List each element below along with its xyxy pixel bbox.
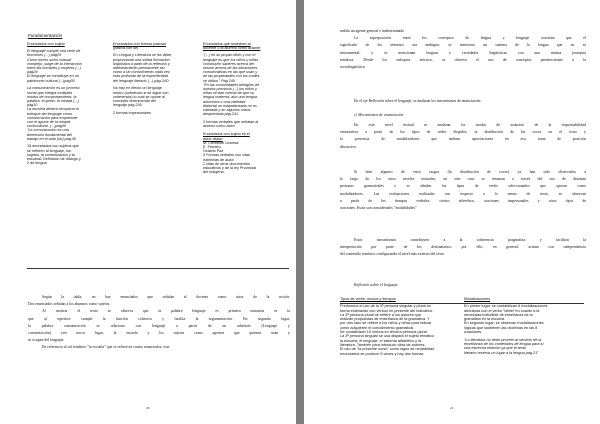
text-line: literario reserva un lugar a la lengua pág.21" — [464, 350, 539, 355]
right-intro-text — [340, 28, 586, 71]
text-line: Como hecho socio cultural — [27, 57, 72, 62]
text-line: No hay en efecto un lenguaje — [113, 86, 162, 91]
text-line: pág29 — [27, 70, 38, 75]
text-line: "(...) en su propia oficio y con el — [203, 53, 256, 58]
text-line: lenguaje es que los niños y niñas — [203, 57, 259, 62]
text-line: enunciativa a partir de los tipos de verbo elegidos, la distribución de las voces en el texto y — [340, 130, 586, 135]
right-page — [304, 0, 600, 424]
text-line: neutro (sobretodo si se sigue con — [113, 90, 169, 95]
text-line: trabajo en el aula [sic] pág.40 — [27, 136, 76, 141]
table-col-actante — [203, 42, 287, 174]
text-line: se ocupan del lenguaje. — [28, 338, 65, 343]
text-line: El uso de "la presente curso" como signo de neutralidad — [340, 347, 435, 352]
text-line: El lenguaje se constituye en un — [27, 74, 79, 79]
text-line: lenguaje.pág.240 — [113, 103, 142, 108]
text-line: la palabra comunicación se relaciona con lenguaje a partir de un subtítulo (Lenguaje y — [28, 323, 290, 328]
text-line: "En las comunidades bilingües de — [203, 82, 260, 87]
text-line: se utiliza." Pág.240 — [203, 78, 235, 83]
table-bottom-rule — [27, 268, 289, 269]
text-line: Si bien algunos de estos rasgos (la distribución de voces) ya han sido observados a — [354, 170, 586, 174]
text-line: Estos mecanismos contribuyen a la coherencia pragmática y facilitan la — [354, 238, 586, 242]
text-line: educativos y de la ley Provincial — [203, 165, 257, 170]
text-line: sociocultural. (...)pág40 — [27, 124, 66, 129]
text-line: realizan propuestas de enseñanza de la gramática. Y — [340, 317, 430, 322]
text-line: comunicación) yen tercer lugar, la escuela y los sujetos como agentes que quienes usan y — [28, 331, 290, 336]
left-body-text — [28, 294, 290, 352]
subsection-title: Reflexión sobre el lenguaje — [354, 282, 398, 287]
text-line: En este nivel textual se analizan los modos de asunción de la responsabilidad — [354, 123, 586, 127]
text-line: instrumental, y se mencionan lenguas y variedades lingüísticas con una misma jerarquía — [340, 50, 586, 55]
table-col-pasivas — [113, 42, 195, 115]
text-line: En Lengua y Literatura se los debe — [113, 53, 172, 58]
text-line: proporcionar una sólida formación — [113, 57, 170, 62]
page-number: 21 — [450, 406, 454, 410]
col-lines — [113, 53, 195, 115]
text-line: Según la tabla, no hay enunciados que señalan al docente como actor de la acción. — [42, 295, 290, 299]
section-title: c) Mecanismos de enunciación — [354, 112, 404, 117]
text-line: M. Clemente Linuesa — [203, 140, 239, 145]
col-header: Enunciados con formas pasivas — [113, 42, 166, 46]
col-header: Tipos de verbo, modos y tiempos — [340, 297, 396, 301]
text-line: La comunicación es un proceso — [27, 86, 80, 91]
text-line: coherencia) lo cual se opone al — [113, 94, 165, 99]
text-line: concepto instrumental del — [113, 98, 156, 103]
text-line: "La comunicación es una — [27, 128, 69, 133]
text-line: por otro lado se refiere a los niños y niñas para indicar — [340, 321, 432, 326]
page-number: 20 — [146, 406, 150, 410]
enunciados-table — [27, 42, 289, 272]
text-line: nuestra provincia (...) los niños y — [203, 87, 257, 92]
text-line: sujetos, la comunicación y la — [27, 152, 75, 157]
text-line: pág30 — [27, 103, 38, 108]
text-line: mismo acerca de las situaciones — [203, 66, 258, 71]
text-line: niñas se dan cuenta de que su — [203, 91, 255, 96]
text-line: de las propiedades con los cuales — [203, 74, 260, 79]
text-line: del contenido temático configurando el nivel más externo del texto. — [340, 252, 446, 257]
text-line: discursiva. — [340, 144, 357, 149]
text-line: 3 Formas verbales con citas — [203, 153, 250, 158]
text-line: del Indígena. — [203, 170, 225, 175]
text-line: En referencia al rol temático "la escuela" que se refiere en cuatro enunciados, este — [42, 345, 170, 350]
text-line: modalizadores. Las evaluaciones realizadas con respecto a lo temas de texto, se observan — [340, 191, 586, 196]
text-line: patrimonio cultural (...)pág30 — [27, 78, 75, 83]
col-lines — [340, 304, 458, 356]
text-line: comunicativas en las que usan y — [203, 70, 258, 75]
text-line: palabra, el gesto, la mirada (...) — [27, 98, 79, 103]
text-line: despreciada.pág.241 — [203, 112, 239, 117]
text-line: lingüística a partir de la reflexión y — [113, 61, 170, 66]
text-line: modos de comportamiento: la — [27, 94, 77, 99]
text-line: Se contabilizan 15 verbos en tercera persona plural. — [340, 330, 428, 335]
table-col-verbos — [340, 297, 458, 356]
text-line: indirectas de autor — [203, 157, 234, 162]
text-line: En primer lugar, se contabilizan 6 modalizaciones — [464, 304, 548, 309]
text-line: 2 formas impersonales — [113, 110, 151, 115]
text-line: Predomina el uso de la 3ª persona singular y plural en — [340, 304, 432, 309]
text-line: El lenguaje cumple una serie de — [27, 49, 81, 54]
text-line: autóctona o una variedad — [203, 99, 246, 104]
text-line: con el aporte de la mirada — [27, 119, 71, 124]
paragraph-1 — [340, 122, 586, 151]
reflexion-line: En el eje Reflexión sobre el lenguaje, se analizan los mecanismos de enunciación — [354, 99, 481, 103]
text-line: a partir de los tiempos verbales, ciertos adverbios, oraciones impersonales y otros tipos de — [340, 198, 586, 203]
fundamentacion-heading: Fundamentación — [28, 33, 63, 38]
text-line: que al repetirse cumple la función cohesiva y facilita la argumentación. En segundo lugar, — [28, 316, 290, 321]
paragraph-3 — [340, 237, 586, 259]
col-lines — [464, 304, 584, 355]
text-line: del lenguaje literario (...) pág.24O — [113, 78, 169, 83]
text-line: literatura. También para introducir citas de autores. — [340, 342, 426, 347]
text-line: 2 de lengua — [27, 161, 47, 166]
text-line: Dos enunciados señalan a los alumnos como sujetos. — [28, 302, 111, 307]
text-line: 15 enunciados con sujetos que — [27, 144, 79, 149]
text-line: social que integra múltiples — [27, 90, 73, 95]
text-line: La 3ª persona plural se refiere a los autores que — [340, 312, 421, 317]
text-line: La escuela deberá recuperar el — [27, 107, 79, 112]
text-line: dialectal no estandarizada no es — [203, 103, 257, 108]
text-line: La superposición entre los conceptos de lengua y lenguaje ocasiona que el — [354, 36, 586, 41]
text-line: necesidad ineludible de enseñanza de la — [464, 312, 533, 317]
text-line: personas gramaticales y se añaden los tipos de verbo seleccionados que operan como — [340, 184, 586, 189]
text-line: complejo, surge de la interacción — [27, 61, 82, 66]
text-line: 2 formas verbales que señalan al — [203, 119, 259, 124]
text-line: La 3ª persona singular se usa dispara el sujeto temático — [340, 334, 435, 339]
text-line: Al mostrar el texto se observa que la palabra lenguaje es primera instancia es la — [42, 309, 290, 314]
col-lines-2 — [203, 141, 287, 175]
col-header: Enunciados con sujeto — [27, 42, 65, 46]
text-line: temática. Desde los enfoques teóricos, se observa el uso de conceptos pertenecientes a la — [340, 57, 586, 62]
col-header: Enunciados que muestran al — [203, 42, 251, 46]
text-line: lengua materna, aún una lengua — [203, 95, 258, 100]
text-line: la presencia de modalizadores que indican apreciaciones en eva toma de posición — [340, 137, 586, 142]
text-line: interpretación por parte de los destinatarios, por ello, en general, actúan con independencia — [340, 245, 586, 250]
text-line: valorada y en algunos casos — [203, 108, 251, 113]
text-line: adiestramiento permanente así — [113, 66, 165, 71]
text-line: como adquieren el conocimiento gramatical. — [340, 325, 415, 330]
text-line: enseñanza de los contenidos de lengua para sí — [464, 342, 544, 347]
col-subheader: Enunciados con sujeto es el — [203, 132, 250, 137]
text-line: señala un agente general e indeterminado — [340, 29, 405, 33]
paragraph-2 — [340, 169, 586, 212]
col-header-2: docente o al alumno como actante — [203, 46, 261, 51]
text-line: enfoque del lenguaje como — [27, 111, 73, 116]
text-line: escuela1 Definición de diálogo y — [27, 157, 81, 162]
table-col-sujeto — [27, 42, 105, 165]
col-header-2: (pasiva con se) — [113, 46, 139, 51]
text-line: construyen saberes acerca del — [203, 61, 255, 66]
text-line: 2 citas de otros documentos — [203, 161, 250, 166]
text-line: Octavio Paz — [203, 149, 224, 154]
text-line: forma estimando con verbos en presente del indicativo. — [340, 308, 434, 313]
text-line: significado de los términos sea ambiguo; se menciona un sistema de la lengua que no es — [340, 43, 586, 48]
text-line: funciones (...) pág29 — [27, 53, 62, 58]
text-line: la escuela, el lenguaje, el sistema alfabético y la — [340, 338, 422, 343]
text-line: E. Ferreiro — [203, 144, 221, 149]
text-line: enunciados se produce 5 veces y hay dos formas — [340, 351, 424, 356]
text-line: comunicación para emprender — [27, 115, 78, 120]
text-line: como a un conocimiento cada vez — [113, 70, 170, 75]
col-lines — [203, 53, 287, 128]
table-col-modalizaciones — [464, 297, 584, 355]
text-line: "Lo literatura no debe proveer al servicio de la — [464, 337, 542, 342]
text-line: una estrecha relación ya que el texto — [464, 346, 527, 351]
col-header: Modalizaciones — [464, 297, 491, 301]
text-line: lógicas que sostienen las doctrinas en las 8 — [464, 325, 538, 330]
text-line: dimensión fundamental del — [27, 132, 72, 137]
text-line: lo largo de los otros niveles textuales, en este caso se retoman a través del uso de distintas — [340, 177, 586, 182]
text-line: deónticas con el verbo "deber"en cuanto a la — [464, 308, 540, 313]
text-line: ocasiones. — [464, 330, 483, 335]
text-line: alumno como actor — [203, 124, 235, 129]
text-line: sociolingüística. — [340, 65, 366, 70]
col-subheader-2: autor citado — [203, 136, 223, 141]
text-line: más profundo de la especificidad — [113, 74, 168, 79]
left-page — [0, 0, 296, 424]
text-line: En segundo lugar, se observan modalizaciones — [464, 321, 544, 326]
text-line: oraciones. Estos son considerados "modalidades" — [340, 206, 417, 211]
text-line: entre las hombres y mujeres (...) — [27, 66, 81, 71]
text-line: gramática en la escuela. — [464, 317, 506, 322]
text-line: se refieren al lenguaje, los — [27, 148, 71, 153]
col-lines — [27, 49, 105, 165]
table-header-rule — [340, 303, 584, 304]
